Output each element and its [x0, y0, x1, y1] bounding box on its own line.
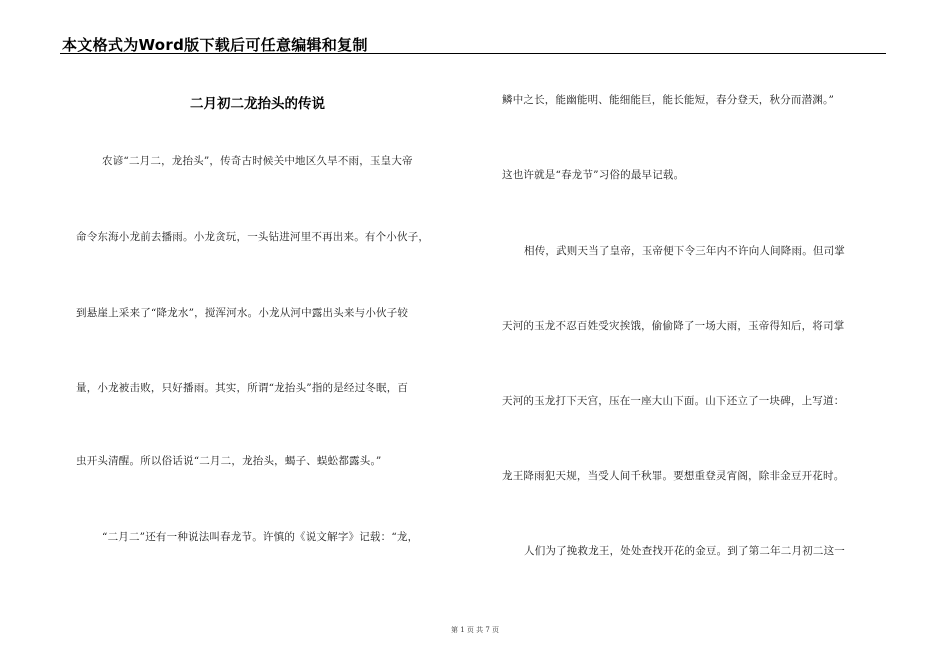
text-line: 命令东海小龙前去播雨。小龙贪玩，一头钻进河里不再出来。有个小伙子，	[76, 231, 430, 243]
text-line: 到悬崖上采来了“降龙水”，搅浑河水。小龙从河中露出头来与小伙子较	[76, 307, 409, 319]
text-line: 量，小龙被击败，只好播雨。其实，所谓“龙抬头”指的是经过冬眠，百	[76, 382, 409, 394]
text-line: 龙王降雨犯天规，当受人间千秋罪。要想重登灵宵阁，除非金豆开花时。	[502, 470, 845, 482]
text-line: 这也许就是“春龙节”习俗的最早记载。	[502, 169, 685, 181]
header-rule	[60, 53, 886, 54]
text-line: 鳞中之长，能幽能明、能细能巨，能长能短，春分登天，秋分而潜渊。”	[502, 94, 835, 106]
text-line: 天河的玉龙不忍百姓受灾挨饿，偷偷降了一场大雨，玉帝得知后，将司掌	[502, 320, 845, 332]
article-title: 二月初二龙抬头的传说	[190, 96, 325, 112]
text-line: 虫开头清醒。所以俗话说“二月二，龙抬头，蝎子、蜈蚣都露头。”	[76, 455, 382, 467]
text-line: 人们为了挽救龙王，处处查找开花的金豆。到了第二年二月初二这一	[524, 545, 845, 557]
header-text: 本文格式为Word版下载后可任意编辑和复制	[62, 36, 368, 54]
text-line: 农谚“二月二，龙抬头”，传奇古时候关中地区久旱不雨，玉皇大帝	[102, 155, 413, 167]
page-footer: 第 1 页 共 7 页	[450, 626, 500, 634]
text-line: 相传，武则天当了皇帝，玉帝便下令三年内不许向人间降雨。但司掌	[524, 245, 845, 257]
text-line: “二月二”还有一种说法叫春龙节。许慎的《说文解字》记载：“龙，	[102, 531, 419, 543]
text-line: 天河的玉龙打下天宫，压在一座大山下面。山下还立了一块碑，上写道：	[502, 395, 845, 407]
